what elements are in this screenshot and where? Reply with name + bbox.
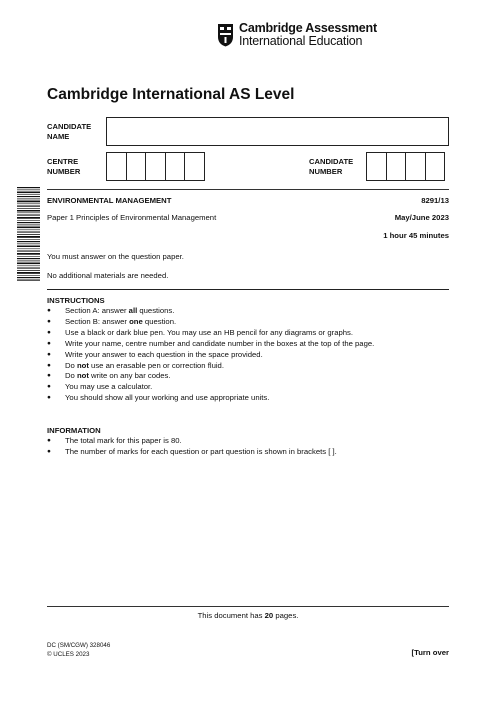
page-count: This document has 20 pages. xyxy=(197,611,299,620)
instruction-item: ● Do not use an erasable pen or correction fluid. xyxy=(47,361,449,372)
answer-note: You must answer on the question paper. xyxy=(47,252,184,261)
subject-title: ENVIRONMENTAL MANAGEMENT xyxy=(47,196,172,205)
centre-number-field[interactable] xyxy=(106,152,204,181)
logo-line1: Cambridge Assessment xyxy=(239,21,377,35)
exam-session: May/June 2023 xyxy=(394,213,449,222)
centre-number-label-line2: NUMBER xyxy=(47,167,81,176)
candidate-number-cell[interactable] xyxy=(405,152,426,181)
page-title: Cambridge International AS Level xyxy=(47,86,295,103)
reference-code: DC (SM/CGW) 328046 xyxy=(47,642,111,649)
section-rule xyxy=(47,289,449,290)
copyright: © UCLES 2023 xyxy=(47,651,90,658)
instruction-item: ● You should show all your working and use appropriate units. xyxy=(47,393,449,404)
candidate-name-label-line1: CANDIDATE xyxy=(47,122,92,131)
instructions-list xyxy=(47,306,449,404)
paper-name: Paper 1 Principles of Environmental Management xyxy=(47,213,217,222)
materials-note: No additional materials are needed. xyxy=(47,271,169,280)
centre-number-label xyxy=(47,157,80,177)
candidate-name-field[interactable] xyxy=(106,117,449,146)
centre-number-cell[interactable] xyxy=(184,152,205,181)
instruction-item: ● Section A: answer all questions. xyxy=(47,306,449,317)
instruction-item: ● Write your name, centre number and candidate number in the boxes at the top of the page. xyxy=(47,339,449,350)
centre-number-cell[interactable] xyxy=(126,152,147,181)
centre-number-label-line1: CENTRE xyxy=(47,157,79,166)
candidate-name-label-line2: NAME xyxy=(47,132,70,141)
header-rule xyxy=(47,189,449,190)
candidate-number-label-line2: NUMBER xyxy=(309,167,343,176)
instruction-item: ● Use a black or dark blue pen. You may use an HB pencil for any diagrams or graphs. xyxy=(47,328,449,339)
candidate-number-label xyxy=(309,157,353,177)
centre-number-cell[interactable] xyxy=(165,152,186,181)
candidate-number-field[interactable] xyxy=(366,152,444,181)
footer-meta xyxy=(47,641,110,659)
paper-code: 8291/13 xyxy=(421,196,449,205)
candidate-number-cell[interactable] xyxy=(366,152,387,181)
footer-rule xyxy=(47,606,449,607)
barcode xyxy=(17,187,40,281)
logo-line2: International Education xyxy=(239,34,363,48)
exam-duration: 1 hour 45 minutes xyxy=(383,231,449,240)
instructions-heading: INSTRUCTIONS xyxy=(47,296,105,305)
instruction-item: ● Do not write on any bar codes. xyxy=(47,371,449,382)
instruction-item: ● Write your answer to each question in the space provided. xyxy=(47,350,449,361)
information-item: ● The total mark for this paper is 80. xyxy=(47,436,449,447)
candidate-number-label-line1: CANDIDATE xyxy=(309,157,354,166)
turn-over: [Turn over xyxy=(411,648,449,657)
instruction-item: ● You may use a calculator. xyxy=(47,382,449,393)
centre-number-cell[interactable] xyxy=(145,152,166,181)
candidate-name-label xyxy=(47,122,91,142)
information-list xyxy=(47,436,449,458)
information-heading: INFORMATION xyxy=(47,426,101,435)
information-item: ● The number of marks for each question or part question is shown in brackets [ ]. xyxy=(47,447,449,458)
candidate-number-cell[interactable] xyxy=(425,152,446,181)
centre-number-cell[interactable] xyxy=(106,152,127,181)
instruction-item: ● Section B: answer one question. xyxy=(47,317,449,328)
cambridge-shield-icon xyxy=(217,23,234,47)
candidate-number-cell[interactable] xyxy=(386,152,407,181)
cambridge-logo xyxy=(217,22,377,48)
